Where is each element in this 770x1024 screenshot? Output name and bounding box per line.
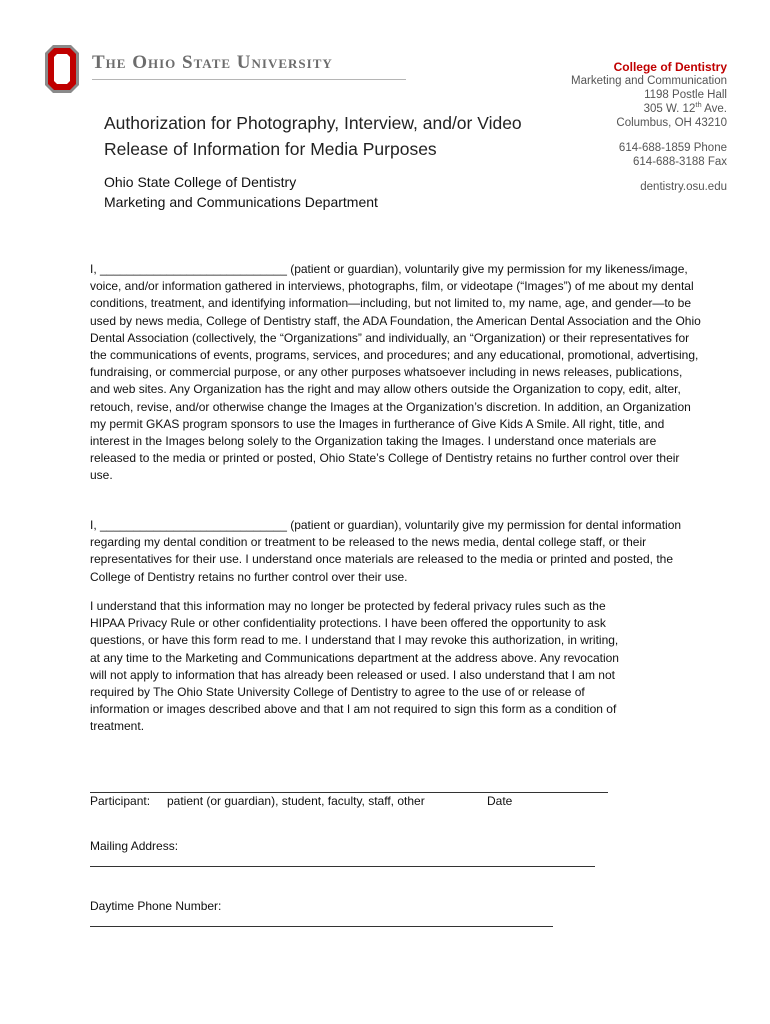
block-o-logo-icon [44,44,80,94]
form-title-line-2: Release of Information for Media Purposes [104,139,437,159]
phone-number: 614-688-1859 Phone [618,142,727,154]
mailing-address-line[interactable] [90,866,595,867]
consent-paragraph-images: I, ____________________________ (patient or guardian), voluntarily give my permission for my likeness/image, voice, and/or information gathered in interviews, photographs, film, or videotape (“Images”) of me about my dental conditions, treatment, and identifying information—including, but not limited to, my name, age, and gender—to be used by news media, College of Dentistry staff, the ADA Foundation, the American Dental Association and the Ohio Dental Association (collectively, the “Organizations” and individually, an “Organization) or their representatives for the communications of events, programs, services, and procedures; and any educational, promotional, advertising, fundraising, or commercial purpose, or any other purposes whatsoever including in news releases, publications, and web sites. Any Organization has the right and may allow others outside the Organization to copy, edit, alter, retouch, revise, and/or otherwise change the Images at the Organization’s discretion. In addition, an Organization my permit GKAS program sponsors to use the Images in furtherance of Give Kids A Smile. All right, title, and interest in the Images belong solely to the Organization taking the Images. I understand once materials are released to the media or printed or posted, Ohio State’s College of Dentistry retains no further control over their use. [90,262,701,483]
website: dentistry.osu.edu [640,181,727,193]
participant-options: patient (or guardian), student, faculty, staff, other [167,794,425,808]
daytime-phone-line[interactable] [90,926,553,927]
department-heading [104,172,378,212]
university-logo [44,44,374,96]
date-label: Date [487,794,513,808]
participant-signature-line[interactable] [90,792,608,793]
city-state-zip: Columbus, OH 43210 [616,117,727,129]
mailing-address-label: Mailing Address: [90,839,179,853]
college-name: College of Dentistry [613,60,727,74]
participant-label: Participant: [90,794,151,808]
street-ordinal: th [695,100,702,110]
department-line-2: Marketing and Communications Department [104,194,378,210]
form-title-line-1: Authorization for Photography, Interview, and/or Video [104,113,522,133]
contact-block [571,60,727,194]
header-rule [92,79,406,80]
hall-address: 1198 Postle Hall [644,89,727,101]
department-line-1: Ohio State College of Dentistry [104,174,297,190]
street-prefix: 305 W. 12 [643,103,696,115]
fax-number: 614-688-3188 Fax [633,156,727,168]
university-name: The Ohio State University [92,52,333,73]
daytime-phone-label: Daytime Phone Number: [90,899,222,913]
privacy-paragraph: I understand that this information may no longer be protected by federal privacy rules such as the HIPAA Privacy Rule or other confidentiality protections. I have been offered the opportunity to ask questions, or have this form read to me. I understand that I may revoke this authorization, in writing, at any time to the Marketing and Communications department at the address above. Any revocation will not apply to information that has already been released or used. I also understand that I am not required by The Ohio State University College of Dentistry to agree to the use of or release of information or images described above and that I am not required to sign this form as a condition of treatment. [90,599,619,734]
department-name: Marketing and Communication [571,75,727,87]
form-title [104,110,522,162]
consent-paragraph-information: I, ____________________________ (patient or guardian), voluntarily give my permission for dental information regarding my dental condition or treatment to be released to the news media, dental college staff, or their representatives for their use. I understand once materials are released to the media or printed and posted, the College of Dentistry retains no further control over their use. [90,518,682,584]
street-suffix: Ave. [701,103,727,115]
street-address [571,102,727,116]
